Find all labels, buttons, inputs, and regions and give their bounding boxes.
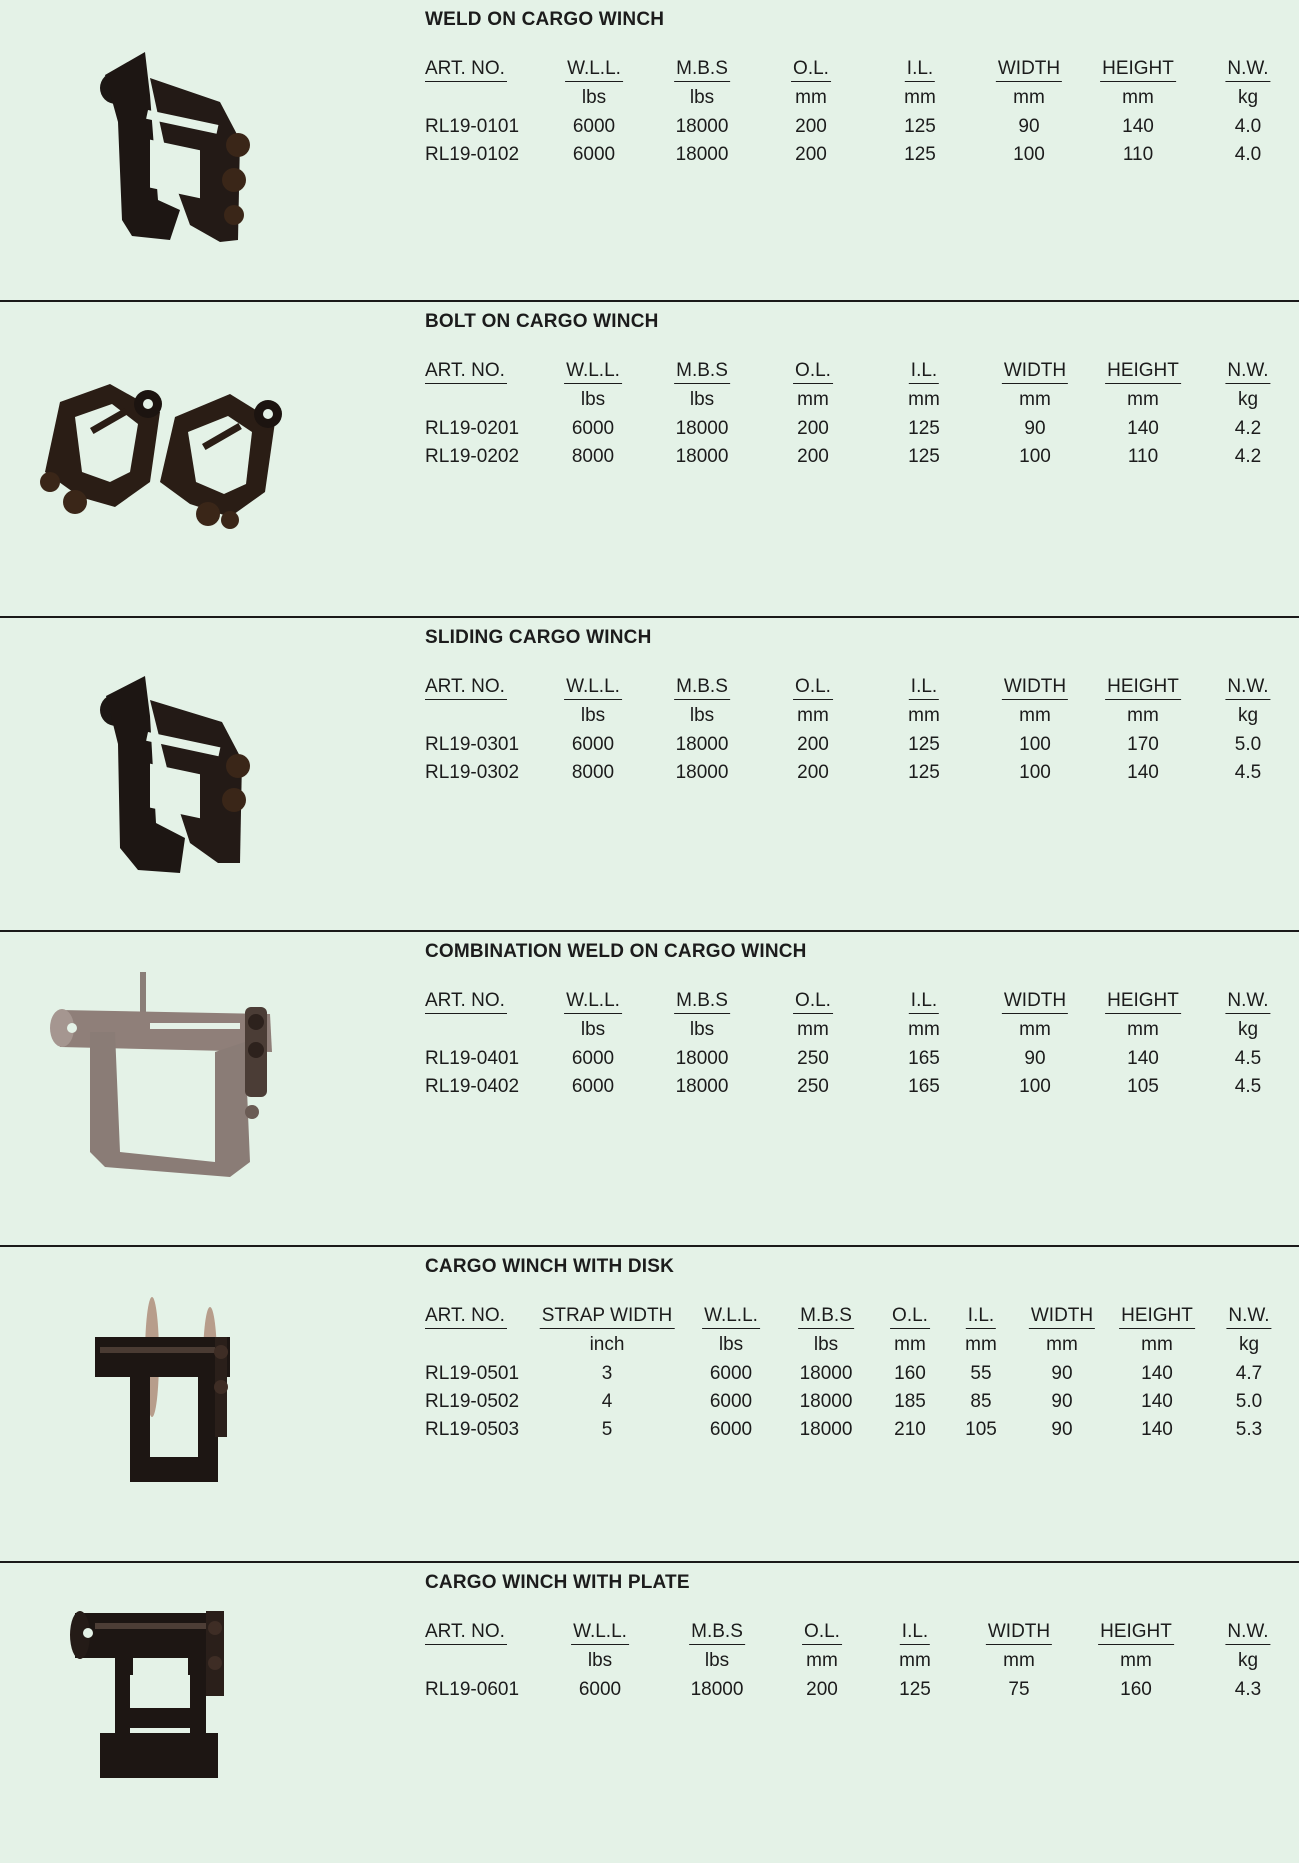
- article-number: RL19-0601: [425, 1679, 520, 1700]
- spec-table: [0, 932, 1299, 1232]
- column-unit: mm: [904, 87, 936, 108]
- product-section: [0, 1247, 1299, 1563]
- spec-value: 105: [1127, 1076, 1159, 1097]
- column-header: O.L.: [793, 360, 833, 384]
- column-header: WIDTH: [986, 1621, 1052, 1645]
- column-header: N.W.: [1225, 58, 1270, 82]
- spec-value: 55: [970, 1363, 992, 1384]
- column-unit: mm: [965, 1334, 997, 1355]
- spec-value: 100: [1013, 144, 1045, 165]
- article-number: RL19-0301: [425, 734, 520, 755]
- column-unit: kg: [1237, 705, 1259, 726]
- spec-table: [0, 1247, 1299, 1547]
- column-unit: kg: [1237, 1019, 1259, 1040]
- spec-value: 18000: [799, 1363, 853, 1384]
- column-header: O.L.: [793, 676, 833, 700]
- article-number: RL19-0102: [425, 144, 520, 165]
- section-title: BOLT ON CARGO WINCH: [425, 311, 659, 332]
- column-header: WIDTH: [996, 58, 1062, 82]
- column-header: ART. NO.: [425, 1621, 507, 1645]
- column-header: I.L.: [905, 58, 935, 82]
- column-header: I.L.: [900, 1621, 930, 1645]
- article-number: RL19-0201: [425, 418, 520, 439]
- spec-table: [0, 0, 1299, 300]
- spec-value: 160: [894, 1363, 926, 1384]
- spec-value: 4.0: [1234, 116, 1262, 137]
- spec-value: 85: [970, 1391, 992, 1412]
- spec-value: 4.0: [1234, 144, 1262, 165]
- spec-value: 125: [899, 1679, 931, 1700]
- column-unit: mm: [1003, 1650, 1035, 1671]
- spec-value: 18000: [690, 1679, 744, 1700]
- column-header: ART. NO.: [425, 676, 507, 700]
- spec-value: 200: [797, 734, 829, 755]
- column-header: HEIGHT: [1119, 1305, 1195, 1329]
- column-header: ART. NO.: [425, 990, 507, 1014]
- column-unit: kg: [1238, 1334, 1260, 1355]
- column-header: N.W.: [1225, 676, 1270, 700]
- spec-table: [0, 302, 1299, 602]
- column-unit: lbs: [587, 1650, 613, 1671]
- column-header: M.B.S: [674, 676, 730, 700]
- column-header: N.W.: [1225, 1621, 1270, 1645]
- spec-value: 140: [1141, 1391, 1173, 1412]
- product-section: [0, 1563, 1299, 1847]
- column-header: N.W.: [1226, 1305, 1271, 1329]
- spec-value: 100: [1019, 762, 1051, 783]
- column-unit: mm: [797, 705, 829, 726]
- column-unit: mm: [795, 87, 827, 108]
- spec-value: 4.2: [1234, 418, 1262, 439]
- column-header: HEIGHT: [1100, 58, 1176, 82]
- product-section: [0, 932, 1299, 1247]
- spec-value: 200: [797, 762, 829, 783]
- column-header: I.L.: [909, 990, 939, 1014]
- article-number: RL19-0402: [425, 1076, 520, 1097]
- spec-value: 90: [1024, 418, 1046, 439]
- column-unit: kg: [1237, 1650, 1259, 1671]
- column-header: I.L.: [966, 1305, 996, 1329]
- column-unit: mm: [899, 1650, 931, 1671]
- column-unit: inch: [589, 1334, 625, 1355]
- spec-value: 6000: [709, 1419, 753, 1440]
- spec-value: 4.5: [1234, 1076, 1262, 1097]
- column-header: W.L.L.: [565, 58, 623, 82]
- spec-value: 6000: [571, 418, 615, 439]
- spec-value: 90: [1051, 1419, 1073, 1440]
- column-header: O.L.: [890, 1305, 930, 1329]
- spec-value: 18000: [675, 1048, 729, 1069]
- spec-value: 5.0: [1235, 1391, 1263, 1412]
- column-header: M.B.S: [674, 58, 730, 82]
- article-number: RL19-0502: [425, 1391, 520, 1412]
- spec-value: 18000: [675, 418, 729, 439]
- spec-value: 5: [601, 1419, 613, 1440]
- spec-value: 4.3: [1234, 1679, 1262, 1700]
- column-unit: mm: [797, 1019, 829, 1040]
- article-number: RL19-0302: [425, 762, 520, 783]
- spec-value: 185: [894, 1391, 926, 1412]
- spec-value: 18000: [799, 1419, 853, 1440]
- column-header: M.B.S: [674, 990, 730, 1014]
- spec-value: 4.7: [1235, 1363, 1263, 1384]
- column-header: HEIGHT: [1105, 360, 1181, 384]
- spec-value: 18000: [799, 1391, 853, 1412]
- column-unit: lbs: [580, 705, 606, 726]
- column-header: WIDTH: [1029, 1305, 1095, 1329]
- spec-value: 200: [795, 116, 827, 137]
- spec-value: 4: [601, 1391, 613, 1412]
- section-title: SLIDING CARGO WINCH: [425, 627, 652, 648]
- spec-value: 4.5: [1234, 762, 1262, 783]
- column-unit: mm: [1019, 389, 1051, 410]
- section-title: WELD ON CARGO WINCH: [425, 9, 665, 30]
- column-unit: mm: [1046, 1334, 1078, 1355]
- column-unit: mm: [894, 1334, 926, 1355]
- column-header: M.B.S: [674, 360, 730, 384]
- column-header: WIDTH: [1002, 990, 1068, 1014]
- column-unit: mm: [1120, 1650, 1152, 1671]
- spec-value: 18000: [675, 762, 729, 783]
- column-unit: mm: [1019, 705, 1051, 726]
- column-unit: mm: [1019, 1019, 1051, 1040]
- column-header: WIDTH: [1002, 360, 1068, 384]
- spec-value: 200: [797, 446, 829, 467]
- column-header: HEIGHT: [1105, 676, 1181, 700]
- column-header: WIDTH: [1002, 676, 1068, 700]
- spec-value: 100: [1019, 446, 1051, 467]
- spec-value: 18000: [675, 116, 729, 137]
- spec-value: 8000: [571, 446, 615, 467]
- spec-value: 250: [797, 1048, 829, 1069]
- spec-value: 140: [1127, 762, 1159, 783]
- spec-value: 18000: [675, 734, 729, 755]
- column-unit: lbs: [689, 1019, 715, 1040]
- spec-value: 18000: [675, 1076, 729, 1097]
- spec-value: 18000: [675, 446, 729, 467]
- spec-value: 5.0: [1234, 734, 1262, 755]
- spec-value: 4.2: [1234, 446, 1262, 467]
- article-number: RL19-0202: [425, 446, 520, 467]
- spec-value: 6000: [572, 116, 616, 137]
- article-number: RL19-0501: [425, 1363, 520, 1384]
- spec-value: 200: [797, 418, 829, 439]
- product-section: [0, 618, 1299, 932]
- spec-value: 200: [795, 144, 827, 165]
- column-unit: mm: [908, 705, 940, 726]
- spec-value: 6000: [709, 1391, 753, 1412]
- column-unit: lbs: [581, 87, 607, 108]
- article-number: RL19-0401: [425, 1048, 520, 1069]
- column-header: I.L.: [909, 360, 939, 384]
- column-header: W.L.L.: [564, 676, 622, 700]
- spec-value: 110: [1122, 144, 1154, 165]
- spec-value: 125: [908, 446, 940, 467]
- spec-value: 125: [908, 734, 940, 755]
- column-header: N.W.: [1225, 360, 1270, 384]
- article-number: RL19-0503: [425, 1419, 520, 1440]
- spec-value: 6000: [572, 144, 616, 165]
- spec-value: 90: [1051, 1391, 1073, 1412]
- spec-value: 6000: [571, 734, 615, 755]
- spec-value: 90: [1051, 1363, 1073, 1384]
- section-title: CARGO WINCH WITH PLATE: [425, 1572, 690, 1593]
- spec-value: 5.3: [1235, 1419, 1263, 1440]
- spec-value: 100: [1019, 734, 1051, 755]
- column-header: W.L.L.: [564, 360, 622, 384]
- column-header: O.L.: [791, 58, 831, 82]
- column-unit: lbs: [704, 1650, 730, 1671]
- column-header: HEIGHT: [1105, 990, 1181, 1014]
- spec-value: 140: [1127, 1048, 1159, 1069]
- spec-value: 6000: [578, 1679, 622, 1700]
- column-unit: mm: [908, 389, 940, 410]
- spec-value: 210: [894, 1419, 926, 1440]
- spec-value: 125: [908, 418, 940, 439]
- column-header: O.L.: [793, 990, 833, 1014]
- spec-table: [0, 618, 1299, 918]
- column-header: W.L.L.: [571, 1621, 629, 1645]
- spec-value: 105: [965, 1419, 997, 1440]
- spec-value: 250: [797, 1076, 829, 1097]
- spec-value: 170: [1127, 734, 1159, 755]
- spec-value: 18000: [675, 144, 729, 165]
- spec-value: 75: [1008, 1679, 1030, 1700]
- column-unit: mm: [1013, 87, 1045, 108]
- column-header: O.L.: [802, 1621, 842, 1645]
- spec-value: 100: [1019, 1076, 1051, 1097]
- column-unit: mm: [908, 1019, 940, 1040]
- column-unit: mm: [1141, 1334, 1173, 1355]
- spec-value: 90: [1018, 116, 1040, 137]
- section-title: CARGO WINCH WITH DISK: [425, 1256, 675, 1277]
- spec-value: 110: [1127, 446, 1159, 467]
- column-unit: mm: [1127, 1019, 1159, 1040]
- spec-value: 3: [601, 1363, 613, 1384]
- column-header: M.B.S: [689, 1621, 745, 1645]
- spec-value: 200: [806, 1679, 838, 1700]
- spec-value: 140: [1122, 116, 1154, 137]
- product-section: [0, 302, 1299, 618]
- column-header: W.L.L.: [564, 990, 622, 1014]
- spec-value: 8000: [571, 762, 615, 783]
- spec-value: 125: [908, 762, 940, 783]
- spec-value: 4.5: [1234, 1048, 1262, 1069]
- spec-value: 90: [1024, 1048, 1046, 1069]
- spec-table: [0, 1563, 1299, 1863]
- column-unit: lbs: [580, 1019, 606, 1040]
- column-unit: mm: [1127, 389, 1159, 410]
- product-section: [0, 0, 1299, 302]
- column-unit: mm: [806, 1650, 838, 1671]
- column-header: M.B.S: [798, 1305, 854, 1329]
- column-unit: lbs: [813, 1334, 839, 1355]
- column-header: ART. NO.: [425, 360, 507, 384]
- column-header: STRAP WIDTH: [540, 1305, 675, 1329]
- spec-value: 165: [908, 1048, 940, 1069]
- section-title: COMBINATION WELD ON CARGO WINCH: [425, 941, 807, 962]
- spec-value: 140: [1141, 1363, 1173, 1384]
- spec-value: 6000: [571, 1076, 615, 1097]
- column-unit: lbs: [718, 1334, 744, 1355]
- column-unit: lbs: [580, 389, 606, 410]
- column-unit: mm: [797, 389, 829, 410]
- column-unit: lbs: [689, 87, 715, 108]
- column-header: W.L.L.: [702, 1305, 760, 1329]
- column-unit: kg: [1237, 87, 1259, 108]
- column-header: I.L.: [909, 676, 939, 700]
- column-header: HEIGHT: [1098, 1621, 1174, 1645]
- spec-value: 125: [904, 116, 936, 137]
- column-header: ART. NO.: [425, 1305, 507, 1329]
- spec-value: 140: [1141, 1419, 1173, 1440]
- spec-value: 6000: [709, 1363, 753, 1384]
- spec-value: 6000: [571, 1048, 615, 1069]
- article-number: RL19-0101: [425, 116, 520, 137]
- column-unit: lbs: [689, 705, 715, 726]
- spec-value: 165: [908, 1076, 940, 1097]
- spec-value: 140: [1127, 418, 1159, 439]
- column-header: N.W.: [1225, 990, 1270, 1014]
- spec-value: 125: [904, 144, 936, 165]
- column-unit: lbs: [689, 389, 715, 410]
- column-unit: mm: [1122, 87, 1154, 108]
- column-unit: kg: [1237, 389, 1259, 410]
- spec-value: 160: [1120, 1679, 1152, 1700]
- column-unit: mm: [1127, 705, 1159, 726]
- column-header: ART. NO.: [425, 58, 507, 82]
